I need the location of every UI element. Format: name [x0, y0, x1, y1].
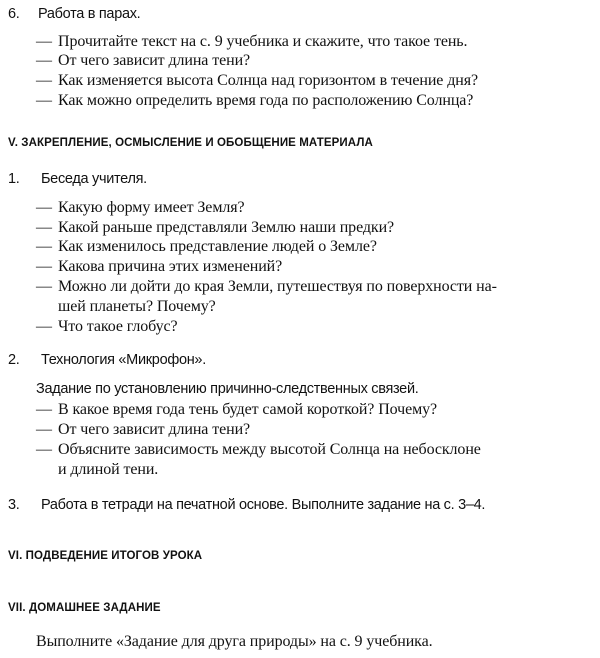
subsection-3-line: [8, 497, 485, 513]
subsection-2-item-continuation: и длиной тени.: [58, 461, 159, 478]
subsection-2-item: — От чего зависит длина тени?: [36, 421, 251, 438]
section-6-item: — Как изменяется высота Солнца над горизонтом в течение дня?: [36, 72, 478, 89]
section-6-item: — Прочитайте текст на с. 9 учебника и скажите, что такое тень.: [36, 33, 468, 50]
subsection-3-number: 3.: [8, 497, 20, 513]
subsection-1-item: — Как изменилось представление людей о Земле?: [36, 238, 377, 255]
subsection-1-item: — Что такое глобус?: [36, 318, 178, 335]
homework-text: Выполните «Задание для друга природы» на с. 9 учебника.: [36, 633, 433, 650]
subsection-1-item: — Можно ли дойти до края Земли, путешествуя по поверхности на-: [36, 278, 497, 295]
subsection-1-header: [8, 171, 147, 187]
subsection-2-item: — В какое время года тень будет самой короткой? Почему?: [36, 401, 438, 418]
section-vii-heading: VII. ДОМАШНЕЕ ЗАДАНИЕ: [8, 602, 161, 614]
subsection-1-item: — Какую форму имеет Земля?: [36, 199, 245, 216]
subsection-2-item: — Объясните зависимость между высотой Солнца на небосклоне: [36, 441, 481, 458]
section-6-item: — От чего зависит длина тени?: [36, 52, 251, 69]
subsection-1-item: — Какова причина этих изменений?: [36, 258, 283, 275]
subsection-2-header: [8, 352, 206, 368]
section-6-item: — Как можно определить время года по расположению Солнца?: [36, 92, 474, 109]
section-vi-heading: VI. ПОДВЕДЕНИЕ ИТОГОВ УРОКА: [8, 550, 203, 562]
subsection-3-text: Работа в тетради на печатной основе. Выполните задание на с. 3–4.: [40, 497, 486, 513]
subsection-2-number: 2.: [8, 352, 20, 368]
subsection-1-item: — Какой раньше представляли Землю наши предки?: [36, 219, 395, 236]
subsection-1-title: Беседа учителя.: [40, 171, 147, 187]
subsection-2-title: Технология «Микрофон».: [40, 352, 206, 368]
subsection-1-item-continuation: шей планеты? Почему?: [58, 298, 216, 315]
section-v-heading: V. ЗАКРЕПЛЕНИЕ, ОСМЫСЛЕНИЕ И ОБОБЩЕНИЕ МАТЕРИАЛА: [8, 137, 373, 149]
subsection-1-number: 1.: [8, 171, 20, 187]
subsection-2-intro: Задание по установлению причинно-следственных связей.: [36, 381, 419, 397]
section-6-title: Работа в парах.: [37, 6, 141, 22]
section-6-header: [8, 6, 140, 22]
section-6-number: 6.: [8, 6, 20, 22]
